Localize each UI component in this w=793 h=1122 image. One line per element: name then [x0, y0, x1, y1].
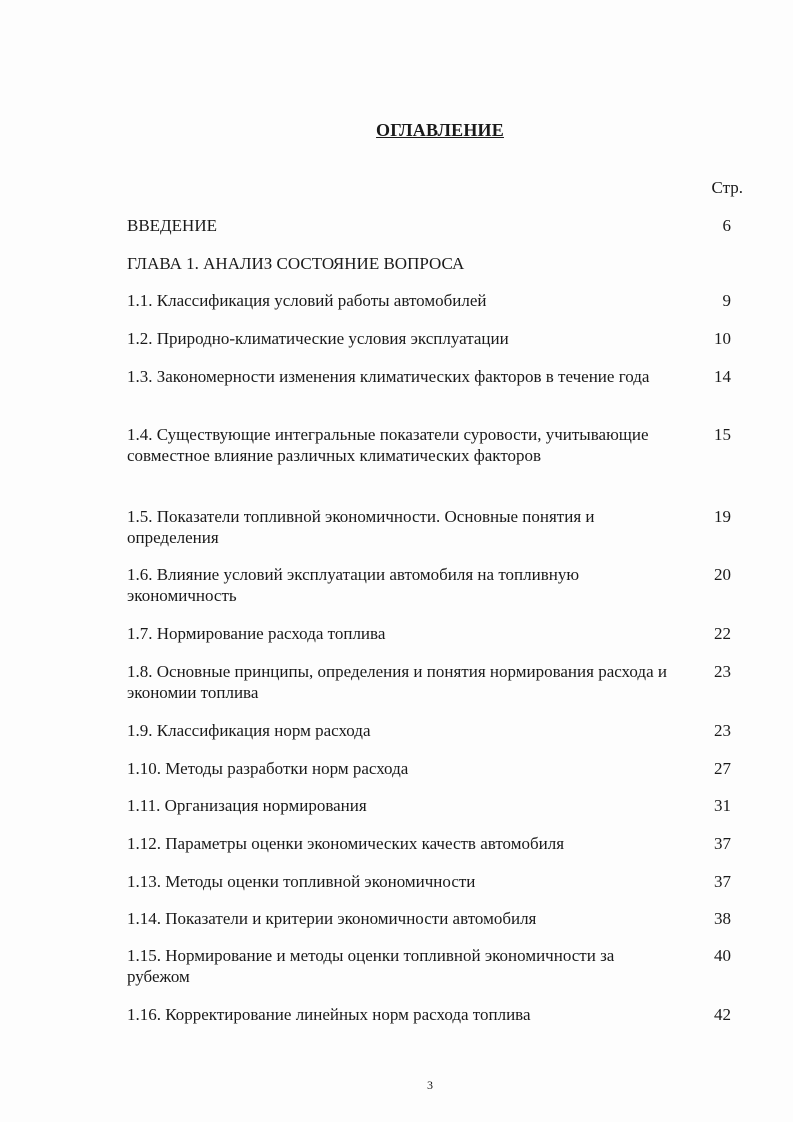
toc-entry-page: 6: [722, 216, 731, 235]
toc-entry-text: 1.13. Методы оценки топливной экономичности: [127, 872, 476, 891]
toc-entry-text: 1.12. Параметры оценки экономических качеств автомобиля: [127, 834, 565, 853]
toc-entry: [127, 758, 737, 779]
toc-entry: [127, 253, 737, 274]
toc-entry: [127, 215, 737, 236]
toc-entry-text: 1.10. Методы разработки норм расхода: [127, 759, 409, 778]
toc-entry: [127, 871, 737, 892]
toc-entry-text: 1.15. Нормирование и методы оценки топливной экономичности за рубежом: [127, 946, 615, 986]
toc-entry-page: 38: [714, 909, 731, 928]
toc-entry-text: 1.5. Показатели топливной экономичности. Основные понятия и определения: [127, 507, 595, 547]
toc-entry-text: 1.4. Существующие интегральные показатели суровости, учитывающие совместное влияние различных климатических факторов: [127, 425, 649, 465]
footer-page-number: 3: [427, 1078, 433, 1092]
toc-entry-page: 37: [714, 834, 731, 853]
toc-entry: [127, 833, 737, 854]
toc-entry-page: 31: [714, 796, 731, 815]
toc-entry: [127, 908, 737, 929]
toc-entry-text: 1.6. Влияние условий эксплуатации автомобиля на топливную экономичность: [127, 565, 580, 605]
toc-entry-page: 23: [714, 662, 731, 681]
toc-entry: [127, 424, 737, 466]
toc-entry-page: 19: [714, 507, 731, 526]
page-column-label: Стр.: [711, 178, 743, 197]
toc-entry-page: 40: [714, 946, 731, 965]
toc-entry: [127, 328, 737, 349]
toc-entry: [127, 623, 737, 644]
toc-entry: [127, 506, 737, 548]
toc-entry-page: 14: [714, 367, 731, 386]
toc-entry-page: 15: [714, 425, 731, 444]
toc-entry: [127, 945, 737, 987]
toc-entry-page: 27: [714, 759, 731, 778]
page-title: ОГЛАВЛЕНИЕ: [376, 120, 504, 140]
toc-entry-text: ВВЕДЕНИЕ: [127, 216, 217, 235]
toc-entry-text: 1.3. Закономерности изменения климатических факторов в течение года: [127, 367, 650, 386]
toc-entry: [127, 661, 737, 703]
toc-entry-text: 1.2. Природно-климатические условия эксплуатации: [127, 329, 509, 348]
toc-entry-page: 20: [714, 565, 731, 584]
toc-entry-page: 37: [714, 872, 731, 891]
toc-entry-page: 22: [714, 624, 731, 643]
toc-entry-page: 23: [714, 721, 731, 740]
toc-entry-text: 1.9. Классификация норм расхода: [127, 721, 371, 740]
toc-entry: [127, 564, 737, 606]
toc-entry: [127, 795, 737, 816]
toc-entry-text: ГЛАВА 1. АНАЛИЗ СОСТОЯНИЕ ВОПРОСА: [127, 254, 465, 273]
toc-entry: [127, 366, 737, 387]
toc-entry: [127, 720, 737, 741]
toc-entry-text: 1.7. Нормирование расхода топлива: [127, 624, 386, 643]
toc-entry-page: 42: [714, 1005, 731, 1024]
toc-entry-text: 1.16. Корректирование линейных норм расхода топлива: [127, 1005, 531, 1024]
toc-entry: [127, 290, 737, 311]
toc-entry-text: 1.14. Показатели и критерии экономичности автомобиля: [127, 909, 537, 928]
toc-entry-page: 10: [714, 329, 731, 348]
toc-entry-text: 1.8. Основные принципы, определения и понятия нормирования расхода и экономии топлива: [127, 662, 667, 702]
toc-entry-text: 1.11. Организация нормирования: [127, 796, 367, 815]
toc-entry: [127, 1004, 737, 1025]
toc-entry-text: 1.1. Классификация условий работы автомобилей: [127, 291, 487, 310]
toc-entry-page: 9: [722, 291, 731, 310]
